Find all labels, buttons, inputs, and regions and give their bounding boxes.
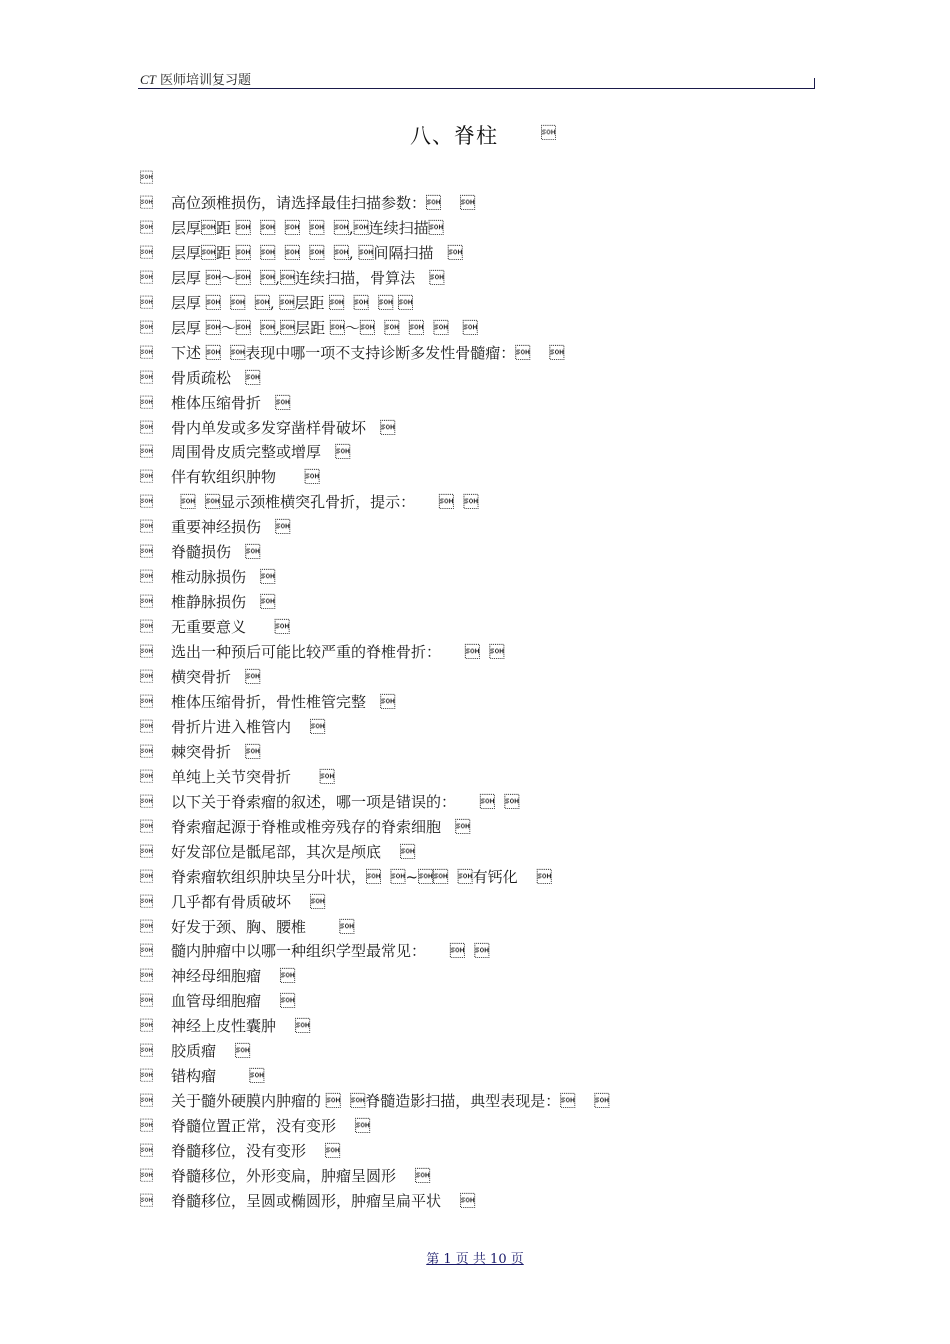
line-bullet:  (140, 969, 153, 985)
line-bullet:  (140, 670, 153, 685)
line-text: 椎动脉损伤  (171, 568, 276, 587)
line-bullet:  (140, 894, 153, 910)
line-text: 错构瘤  (171, 1067, 265, 1086)
text-line (0, 640, 950, 665)
line-bullet:  (140, 445, 153, 461)
text-line (0, 1014, 950, 1039)
line-bullet:  (140, 919, 153, 935)
line-text: 单纯上关节突骨折  (171, 767, 335, 786)
line-text: 脊髓移位，没有变形  (171, 1142, 341, 1161)
line-bullet:  (140, 1193, 153, 1209)
text-line (0, 1039, 950, 1064)
text-line (0, 590, 950, 615)
text-line (0, 890, 950, 915)
line-bullet:  (140, 719, 153, 735)
line-bullet:  (140, 395, 153, 411)
text-line (0, 316, 950, 341)
line-text: 胶质瘤  (171, 1042, 251, 1061)
line-text: 下述  表现中哪一项不支持诊断多发性骨髓瘤：  (171, 343, 565, 362)
text-line (0, 1164, 950, 1189)
text-line (0, 1114, 950, 1139)
line-bullet:  (140, 1169, 153, 1184)
page-header (138, 68, 815, 89)
line-text: 伴有软组织肿物  (171, 468, 320, 487)
text-line (0, 765, 950, 790)
line-text: 血管母细胞瘤  (171, 992, 296, 1011)
text-line (0, 715, 950, 740)
line-bullet:  (140, 1144, 153, 1160)
line-bullet:  (140, 320, 153, 336)
line-bullet:  (140, 794, 153, 810)
header-title: 医师培训复习题 (160, 73, 252, 88)
line-text: 好发于颈、胸、腰椎  (171, 917, 355, 936)
line-text: 骨折片进入椎管内  (171, 717, 326, 736)
text-line (0, 266, 950, 291)
line-text: 层厚 ～ ,连续扫描，骨算法  (171, 268, 445, 287)
line-bullet:  (140, 819, 153, 835)
text-line (0, 1189, 950, 1214)
text-line (0, 241, 950, 266)
line-bullet:  (140, 570, 153, 586)
line-text: 横突骨折  (171, 668, 261, 686)
text-line (0, 840, 950, 865)
text-line (0, 391, 950, 416)
line-bullet:  (140, 1019, 153, 1035)
line-bullet:  (140, 245, 153, 261)
line-text: 脊索瘤软组织肿块呈分叶状， ~ 有钙化  (171, 867, 552, 886)
text-line (0, 291, 950, 316)
text-line (0, 465, 950, 490)
section-title (0, 120, 950, 150)
line-bullet:  (140, 944, 153, 960)
text-line (0, 740, 950, 765)
line-bullet:  (140, 495, 153, 511)
line-text: 选出一种预后可能比较严重的脊椎骨折：   (171, 643, 505, 662)
line-text: 棘突骨折  (171, 742, 261, 761)
text-line (0, 416, 950, 441)
text-line (0, 341, 950, 366)
text-line (0, 1064, 950, 1089)
line-text: 层厚   , 层距     (171, 293, 413, 312)
line-text: 无重要意义  (171, 618, 290, 637)
line-text: 以下关于脊索瘤的叙述，哪一项是错误的：   (171, 792, 520, 811)
line-bullet:  (140, 545, 153, 561)
line-bullet:  (140, 744, 153, 760)
line-text: 高位颈椎损伤，请选择最佳扫描参数：  (171, 193, 476, 212)
line-text: 几乎都有骨质破坏  (171, 892, 326, 911)
line-text: 椎体压缩骨折，骨性椎管完整  (171, 692, 396, 711)
text-line (0, 490, 950, 515)
line-bullet:  (140, 1044, 153, 1060)
text-line (0, 1089, 950, 1114)
text-line (0, 690, 950, 715)
line-bullet:  (140, 1094, 153, 1110)
line-text: 脊索瘤起源于脊椎或椎旁残存的脊索细胞  (171, 817, 471, 836)
line-text: 层厚距     ,连续扫描 (171, 218, 444, 237)
line-text: 好发部位是骶尾部，其次是颅底  (171, 842, 416, 861)
line-bullet:  (140, 520, 153, 536)
text-line (0, 939, 950, 964)
text-line (0, 440, 950, 465)
line-text: 关于髓外硬膜内肿瘤的  脊髓造影扫描，典型表现是：  (171, 1092, 610, 1111)
header-ct: CT (140, 72, 156, 87)
line-bullet:  (140, 171, 153, 186)
section-title-text: 八、脊柱 (410, 124, 498, 148)
line-bullet:  (140, 645, 153, 661)
line-bullet:  (140, 595, 153, 611)
text-line (0, 665, 950, 690)
text-line (0, 615, 950, 640)
line-bullet:  (140, 295, 153, 311)
line-text: 脊髓损伤  (171, 543, 261, 562)
line-text: 椎体压缩骨折  (171, 393, 291, 412)
header-rule-tick (814, 78, 815, 88)
text-line (0, 166, 950, 191)
text-line (0, 989, 950, 1014)
text-line (0, 915, 950, 940)
text-line (0, 790, 950, 815)
line-bullet:  (140, 994, 153, 1010)
text-line (0, 565, 950, 590)
line-bullet:  (140, 694, 153, 710)
line-bullet:  (140, 620, 153, 636)
line-text: 重要神经损伤  (171, 518, 291, 537)
page-number: 第 1 页 共 10 页 (426, 1252, 524, 1267)
line-text:  显示颈椎横突孔骨折，提示：   (171, 493, 479, 512)
line-bullet:  (140, 769, 153, 785)
text-line (0, 1139, 950, 1164)
line-text: 周围骨皮质完整或增厚  (171, 443, 351, 462)
line-text: 脊髓移位，呈圆或椭圆形，肿瘤呈扁平状  (171, 1191, 476, 1210)
line-text: 层厚 ～ ,层距 ～     (171, 318, 478, 337)
line-text: 层厚距     , 间隔扫描  (171, 243, 463, 262)
text-line (0, 216, 950, 241)
line-bullet:  (140, 1119, 153, 1135)
text-line (0, 964, 950, 989)
line-bullet:  (140, 345, 153, 361)
line-text: 神经上皮性囊肿  (171, 1017, 311, 1036)
page-footer (0, 1248, 950, 1267)
text-line (0, 815, 950, 840)
line-text: 脊髓位置正常，没有变形  (171, 1117, 371, 1136)
line-bullet:  (140, 1069, 153, 1085)
line-text: 椎静脉损伤  (171, 593, 276, 612)
text-line (0, 540, 950, 565)
line-text: 骨质疏松  (171, 368, 261, 387)
line-bullet:  (140, 220, 153, 236)
line-bullet:  (140, 195, 153, 211)
text-line (0, 191, 950, 216)
header-text (140, 69, 251, 88)
section-title-mark:  (541, 124, 556, 142)
line-text: 脊髓移位，外形变扁，肿瘤呈圆形  (171, 1167, 431, 1185)
line-bullet:  (140, 270, 153, 286)
line-text: 神经母细胞瘤  (171, 967, 296, 986)
line-bullet:  (140, 844, 153, 860)
line-bullet:  (140, 420, 153, 436)
text-line (0, 515, 950, 540)
text-line (0, 366, 950, 391)
line-bullet:  (140, 370, 153, 386)
line-bullet:  (140, 470, 153, 486)
line-text: 骨内单发或多发穿凿样骨破坏  (171, 418, 396, 437)
text-line (0, 865, 950, 890)
line-bullet:  (140, 869, 153, 885)
line-text: 髓内肿瘤中以哪一种组织学型最常见：   (171, 942, 490, 961)
